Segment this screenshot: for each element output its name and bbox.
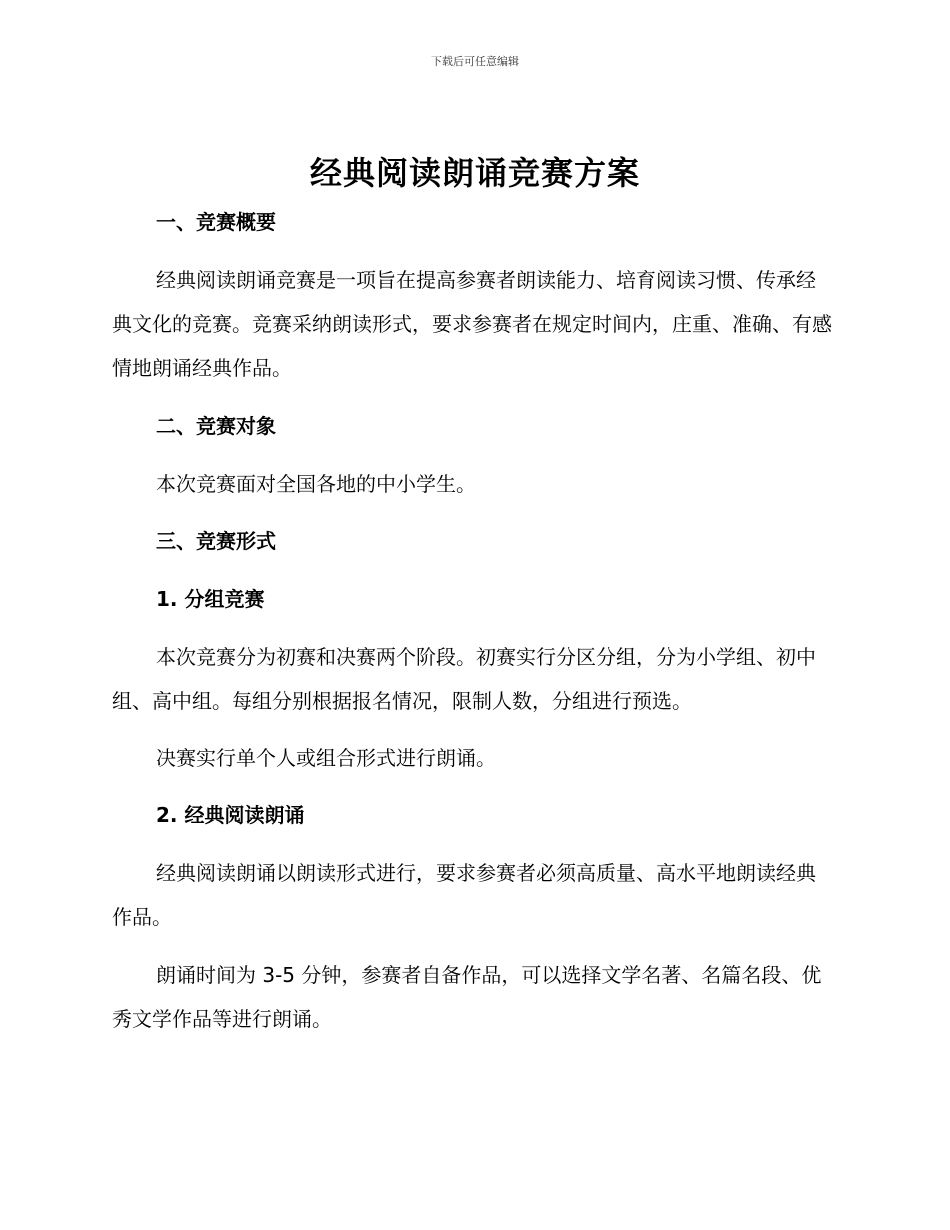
paragraph-participants: 本次竞赛面对全国各地的中小学生。	[156, 472, 476, 496]
paragraph-grouping-stages: 本次竞赛分为初赛和决赛两个阶段。初赛实行分区分组，分为小学组、初中组、高中组。每组分别根据报名情况，限制人数，分组进行预选。	[112, 645, 816, 713]
paragraph-recitation-requirement: 经典阅读朗诵以朗读形式进行，要求参赛者必须高质量、高水平地朗读经典作品。	[112, 861, 816, 929]
subsection-heading-recitation: 2. 经典阅读朗诵	[156, 803, 305, 827]
section-heading-overview: 一、竞赛概要	[156, 210, 276, 234]
subsection-heading-grouping: 1. 分组竞赛	[156, 587, 265, 611]
paragraph-recitation-time: 朗诵时间为 3-5 分钟，参赛者自备作品，可以选择文学名著、名篇名段、优秀文学作品等进行朗诵。	[112, 963, 822, 1031]
paragraph-grouping-final: 决赛实行单个人或组合形式进行朗诵。	[156, 746, 496, 770]
section-heading-participants: 二、竞赛对象	[156, 414, 276, 438]
section-heading-format: 三、竞赛形式	[156, 529, 276, 553]
document-title: 经典阅读朗诵竞赛方案	[309, 154, 640, 192]
paragraph-overview: 经典阅读朗诵竞赛是一项旨在提高参赛者朗读能力、培育阅读习惯、传承经典文化的竞赛。竞赛采纳朗读形式，要求参赛者在规定时间内，庄重、准确、有感情地朗诵经典作品。	[112, 268, 832, 380]
page-header-note: 下载后可任意编辑	[431, 55, 519, 68]
